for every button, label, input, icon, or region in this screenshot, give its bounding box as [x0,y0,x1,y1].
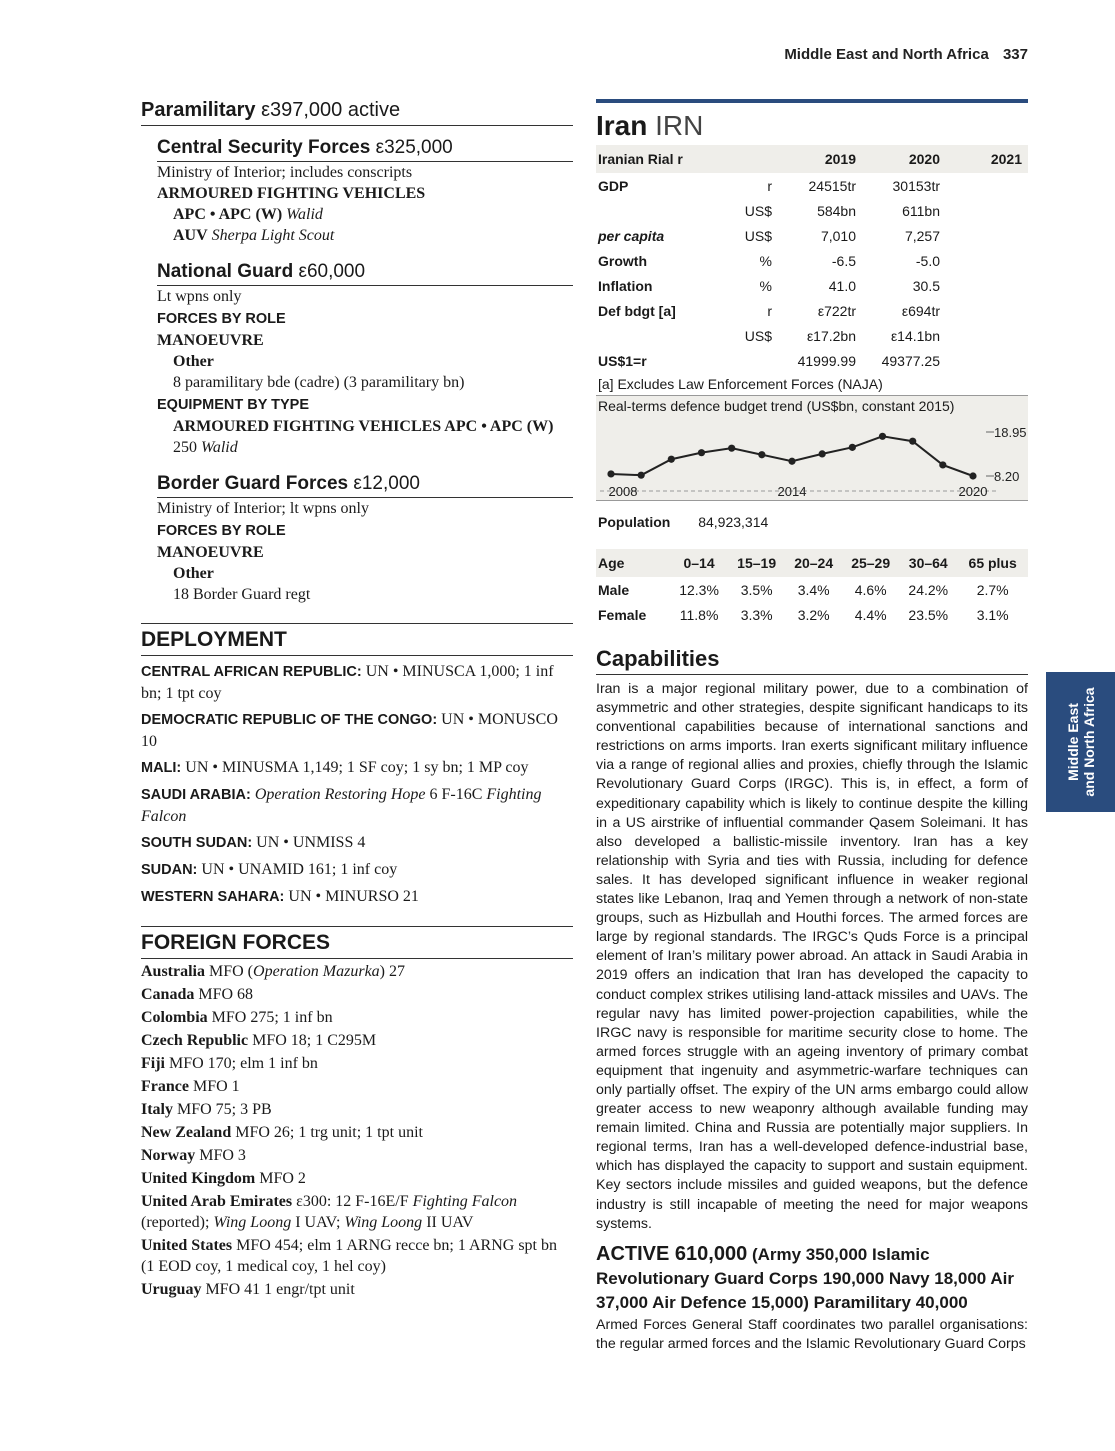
csf-afv: ARMOURED FIGHTING VEHICLES [157,185,426,202]
country-name: Iran [596,110,648,141]
ff-uae-a1: Fighting Falcon [412,1193,518,1210]
age-cell: 3.2% [797,606,830,623]
ff-australia-pre: MFO ( [209,963,254,980]
dep-saudi-ac: Fighting Falcon [141,786,542,825]
trend-chart-svg [596,396,1028,500]
dep-saudi-op: Operation Restoring Hope [254,786,426,803]
data-point [668,456,675,463]
age-cell: 11.8% [679,606,719,623]
ng-forces-by-role: FORCES BY ROLE [157,311,286,327]
table-row [596,173,1028,198]
dep-saudi-mid: 6 F-16C [429,786,483,803]
ng-desc: Lt wpns only [157,288,242,305]
active-total: ACTIVE 610,000 [596,1242,748,1265]
data-point [638,472,645,479]
age-cell: 3.3% [740,606,773,623]
budget-trend-chart [596,395,1028,501]
economic-table [596,145,1028,373]
dep-drc-label: DEMOCRATIC REPUBLIC OF THE CONGO: [141,712,438,728]
dep-mali-text: UN • MINUSMA 1,149; 1 SF coy; 1 sy bn; 1 MP coy [185,759,529,776]
econ-cell: 611bn [902,202,940,219]
econ-cell: US$ [744,202,772,219]
ng-afv-name: Walid [201,439,238,456]
econ-cell: r [767,177,772,194]
paramilitary-heading [141,97,573,126]
csf-desc: Ministry of Interior; includes conscripts [157,164,413,181]
csf-auv-value: Sherpa Light Scout [211,227,335,244]
age-cell: 12.3% [679,581,719,598]
ff-uae-a3: Wing Loong [344,1214,423,1231]
series-line [611,436,973,476]
econ-header-cell: 2019 [772,145,856,173]
dep-drc [141,709,573,752]
dep-saudi [141,784,573,827]
dep-sudan-label: SUDAN: [141,862,198,878]
paramilitary-strength: ε397,000 active [261,99,401,121]
econ-cell: 584bn [817,202,856,219]
running-head-section: Middle East and North Africa [784,46,989,63]
dep-ssudan [141,832,573,854]
age-cell: Male [598,581,630,598]
econ-cell [596,198,720,223]
table-row [596,198,1028,223]
econ-cell [940,198,1028,223]
csf-heading [157,136,573,162]
population [596,513,1028,531]
econ-cell: % [759,252,772,269]
econ-cell [940,273,1028,298]
ff-australia-country: Australia [141,963,205,980]
econ-cell [940,348,1028,373]
econ-cell [940,248,1028,273]
ff-italy [141,1099,573,1120]
paramilitary-title: Paramilitary [141,99,256,121]
econ-cell: -5.0 [915,252,940,269]
ff-canada-country: Canada [141,986,195,1003]
ff-uk-country: United Kingdom [141,1170,256,1187]
ng-strength: ε60,000 [298,261,366,282]
age-cell: 24.2% [908,581,949,598]
bgf-heading [157,472,573,498]
dep-wsahara-text: UN • MINURSO 21 [288,888,419,905]
ng-afv [157,416,573,458]
data-point [698,449,705,456]
data-point [607,470,614,477]
population-value: 84,923,314 [698,514,769,530]
dep-sudan [141,859,573,881]
ff-uae-t3: I UAV; [295,1214,341,1231]
ff-nz [141,1122,573,1143]
csf-block [157,136,573,605]
ff-uae-t2: (reported); [141,1214,210,1231]
age-cell: 3.4% [797,581,830,598]
age-cell: 3.1% [976,606,1009,623]
ng-manoeuvre: MANOEUVRE [157,332,264,349]
age-cell: 3.5% [740,581,773,598]
side-tab [1046,672,1115,812]
ng-equipment-by-type: EQUIPMENT BY TYPE [157,397,310,413]
age-cell: 23.5% [908,606,949,623]
ff-uk-text: MFO 2 [259,1170,306,1187]
dep-car-text: UN • MINUSCA 1,000; 1 inf bn; 1 tpt coy [141,663,554,702]
table-row [596,248,1028,273]
csf-auv-label: AUV [173,227,208,244]
ff-czech [141,1030,573,1051]
ff-uae-t1: ε300: 12 F-16E/F [296,1193,409,1210]
dep-ssudan-label: SOUTH SUDAN: [141,835,253,851]
data-point [728,445,735,452]
econ-cell: 41999.99 [797,352,856,369]
capabilities-heading: Capabilities [596,645,1028,675]
ff-nz-text: MFO 26; 1 trg unit; 1 tpt unit [235,1124,423,1141]
age-cell: 4.6% [854,581,887,598]
ff-uae-a2: Wing Loong [213,1214,292,1231]
econ-header-cell: 2021 [940,145,1028,173]
econ-cell: ε694tr [901,302,940,319]
data-point [788,458,795,465]
side-tab-line1: Middle East [1064,703,1081,781]
ff-uruguay [141,1279,573,1300]
ng-other: Other [173,353,214,370]
foreign-forces-heading: FOREIGN FORCES [141,926,573,959]
active-breakdown: (Army 350,000 Islamic Revolutionary Guard Corps 190,000 Navy 18,000 Air 37,000 Air Defence 15,000) Paramilitary 40,000 [596,1244,1014,1312]
econ-cell: 30153tr [892,177,940,194]
econ-cell: 49377.25 [881,352,940,369]
running-head [784,46,1028,63]
ng-afv-value: 250 [173,439,197,456]
age-table [596,549,1028,627]
country-title [596,107,1028,145]
side-tab-line2: and North Africa [1080,687,1097,797]
ff-canada [141,984,573,1005]
age-cell: Female [598,606,647,623]
econ-cell: Def bdgt [a] [598,302,676,319]
ff-uruguay-text: MFO 41 1 engr/tpt unit [205,1281,355,1298]
table-row [596,602,1028,627]
econ-cell: ε17.2bn [806,327,856,344]
active-heading [596,1242,1028,1315]
ff-us [141,1235,573,1277]
age-header-cell: 15–19 [728,549,785,577]
data-point [939,461,946,468]
ng-afv-line: ARMOURED FIGHTING VEHICLES APC • APC (W) [173,418,554,435]
ff-fiji [141,1053,573,1074]
econ-cell [720,348,772,373]
econ-cell: ε14.1bn [890,327,940,344]
econ-cell [940,173,1028,198]
chart-title: Real-terms defence budget trend (US$bn, constant 2015) [598,398,955,414]
left-column [141,97,573,1300]
age-table-header [596,549,1028,577]
active-text: Armed Forces General Staff coordinates two parallel organisations: the regular armed forces and the Islamic Revolutionary Guard Corps [596,1316,1028,1352]
data-point [758,451,765,458]
econ-cell: -6.5 [831,252,856,269]
econ-cell [940,223,1028,248]
dep-sudan-text: UN • UNAMID 161; 1 inf coy [201,861,398,878]
ff-colombia [141,1007,573,1028]
econ-cell: 7,257 [904,227,940,244]
ff-czech-country: Czech Republic [141,1032,249,1049]
ff-norway-text: MFO 3 [199,1147,246,1164]
ff-australia-post: ) 27 [379,963,405,980]
bgf-desc: Ministry of Interior; lt wpns only [157,500,369,517]
econ-cell [940,298,1028,323]
age-header-cell: 20–24 [785,549,842,577]
table-row [596,223,1028,248]
table-row [596,273,1028,298]
econ-cell: GDP [598,177,629,194]
data-point [879,433,886,440]
ff-fiji-text: MFO 170; elm 1 inf bn [169,1055,318,1072]
x-tick-label: 2014 [777,484,807,499]
data-point [909,438,916,445]
econ-cell: r [767,302,772,319]
ff-italy-text: MFO 75; 3 PB [177,1101,272,1118]
ff-australia [141,961,573,982]
ff-czech-text: MFO 18; 1 C295M [252,1032,377,1049]
age-header-cell: 0–14 [670,549,728,577]
econ-cell: 24515tr [808,177,856,194]
econ-cell: ε722tr [817,302,856,319]
x-tick-label: 2020 [958,484,988,499]
dep-mali [141,757,573,779]
econ-cell: per capita [598,227,665,244]
bgf-title: Border Guard Forces [157,473,349,494]
ff-us-text: MFO 454; elm 1 ARNG recce bn; 1 ARNG spt bn (1 EOD coy, 1 medical coy, 1 hel coy) [141,1237,557,1275]
ff-australia-op: Operation Mazurka [253,963,380,980]
table-row [596,323,1028,348]
econ-cell: US$ [744,327,772,344]
econ-cell: Inflation [598,277,653,294]
data-point [819,450,826,457]
econ-header-cell [720,145,772,173]
bgf-units: 18 Border Guard regt [173,586,311,603]
country-rule [596,99,1028,103]
ff-france-text: MFO 1 [192,1078,240,1095]
csf-apc-label: APC • APC (W) [173,206,283,223]
bgf-forces-by-role: FORCES BY ROLE [157,523,286,539]
age-header-cell: 65 plus [957,549,1028,577]
ng-title: National Guard [157,261,294,282]
econ-header-cell: 2020 [856,145,940,173]
dep-saudi-label: SAUDI ARABIA: [141,787,251,803]
csf-auv [157,225,573,246]
ng-heading [157,260,573,286]
econ-cell: 7,010 [820,227,856,244]
economic-table-header [596,145,1028,173]
econ-cell: % [759,277,772,294]
ff-italy-country: Italy [141,1101,173,1118]
age-header-cell: 30–64 [899,549,957,577]
econ-cell: 41.0 [828,277,856,294]
ff-norway-country: Norway [141,1147,196,1164]
ff-norway [141,1145,573,1166]
table-row [596,298,1028,323]
budget-footnote: [a] Excludes Law Enforcement Forces (NAJA) [598,376,883,392]
age-header-cell: 25–29 [842,549,899,577]
csf-title: Central Security Forces [157,137,371,158]
ff-uae [141,1191,573,1233]
econ-cell: US$ [744,227,772,244]
dep-mali-label: MALI: [141,760,182,776]
csf-strength: ε325,000 [375,137,453,158]
ff-us-country: United States [141,1237,233,1254]
ff-colombia-country: Colombia [141,1009,208,1026]
page-number: 337 [1002,46,1028,63]
econ-cell: US$1=r [598,352,647,369]
data-point [849,444,856,451]
country-code: IRN [655,110,704,141]
table-row [596,348,1028,373]
ff-france-country: France [141,1078,189,1095]
population-label: Population [598,514,671,530]
dep-ssudan-text: UN • UNMISS 4 [256,834,366,851]
ng-units: 8 paramilitary bde (cadre) (3 paramilitary bn) [173,374,465,391]
x-tick-label: 2008 [608,484,638,499]
ff-nz-country: New Zealand [141,1124,232,1141]
csf-apc-value: Walid [286,206,323,223]
ff-uruguay-country: Uruguay [141,1281,202,1298]
ff-canada-text: MFO 68 [198,986,254,1003]
econ-header-cell: Iranian Rial r [596,145,720,173]
ff-france [141,1076,573,1097]
capabilities-text: Iran is a major regional military power, due to a combination of asymmetric and other strategies, despite significant handicaps to its conventional capabilities because of international sanctions and restrictions on arms imports. Iran exerts significant military influence via a range of regional allies and proxies, chiefly through the Islamic Revolutionary Guard Corps (IRGC). This is, in effect, a form of expeditionary capability which is likely to continue despite the killing in a US airstrike of influential commander Qasem Soleimani. It has also developed a ballistic-missile inventory. Iran has a key relationship with Syria and ties with Russia, including for defence sales. It has developed significant influence in weaker regional states like Lebanon, Iraq and Yemen through a network of non-state groups, such as Hizbullah and Houthi forces. The armed forces are large by regional standards. The IRGC’s Quds Force is a principal element of Iran’s military power abroad. An attack in Saudi Arabia in 2019 offers an indication that Iran has developed the capacity to conduct complex strikes utilising land-attack missiles and UAVs. The regular navy has limited power-projection capabilities, while the IRGC navy is responsible for maritime security close to home. The armed forces struggle with an ageing inventory of primary combat equipment that ingenuity and asymmetric-warfare techniques can only partially offset. The expiry of the UN arms embargo could allow greater access to new weaponry although available funding may remain limited. China and Russia are potentially major suppliers. In regional terms, Iran has a well-developed defence-industrial base, which has displayed the capacity to support and sustain equipment. Key sectors include missiles and guided weapons, but the defence industry is still incapable of meeting the need for major weapons systems. [596,681,1028,1232]
csf-apc [157,204,573,225]
dep-wsahara [141,886,573,908]
table-row [596,577,1028,602]
ff-uae-t4: II UAV [426,1214,474,1231]
econ-cell: 30.5 [912,277,940,294]
data-point [969,472,976,479]
econ-cell [596,323,720,348]
dep-wsahara-label: WESTERN SAHARA: [141,889,285,905]
ff-uk [141,1168,573,1189]
ff-uae-country: United Arab Emirates [141,1193,293,1210]
dep-drc-text: UN • MONUSCO 10 [141,711,558,750]
deployment-heading: DEPLOYMENT [141,623,573,656]
right-column [596,99,1028,1354]
ff-colombia-text: MFO 275; 1 inf bn [211,1009,333,1026]
ff-fiji-country: Fiji [141,1055,165,1072]
econ-cell [940,323,1028,348]
age-cell: 4.4% [854,606,887,623]
age-header-cell: Age [596,549,670,577]
dep-car [141,661,573,704]
bgf-strength: ε12,000 [353,473,420,494]
age-cell: 2.7% [976,581,1009,598]
dep-car-label: CENTRAL AFRICAN REPUBLIC: [141,664,362,680]
econ-cell: Growth [598,252,647,269]
y-label-min: 8.20 [994,469,1020,484]
y-label-max: 18.95 [994,425,1027,440]
bgf-manoeuvre: MANOEUVRE [157,544,264,561]
bgf-other: Other [173,565,214,582]
